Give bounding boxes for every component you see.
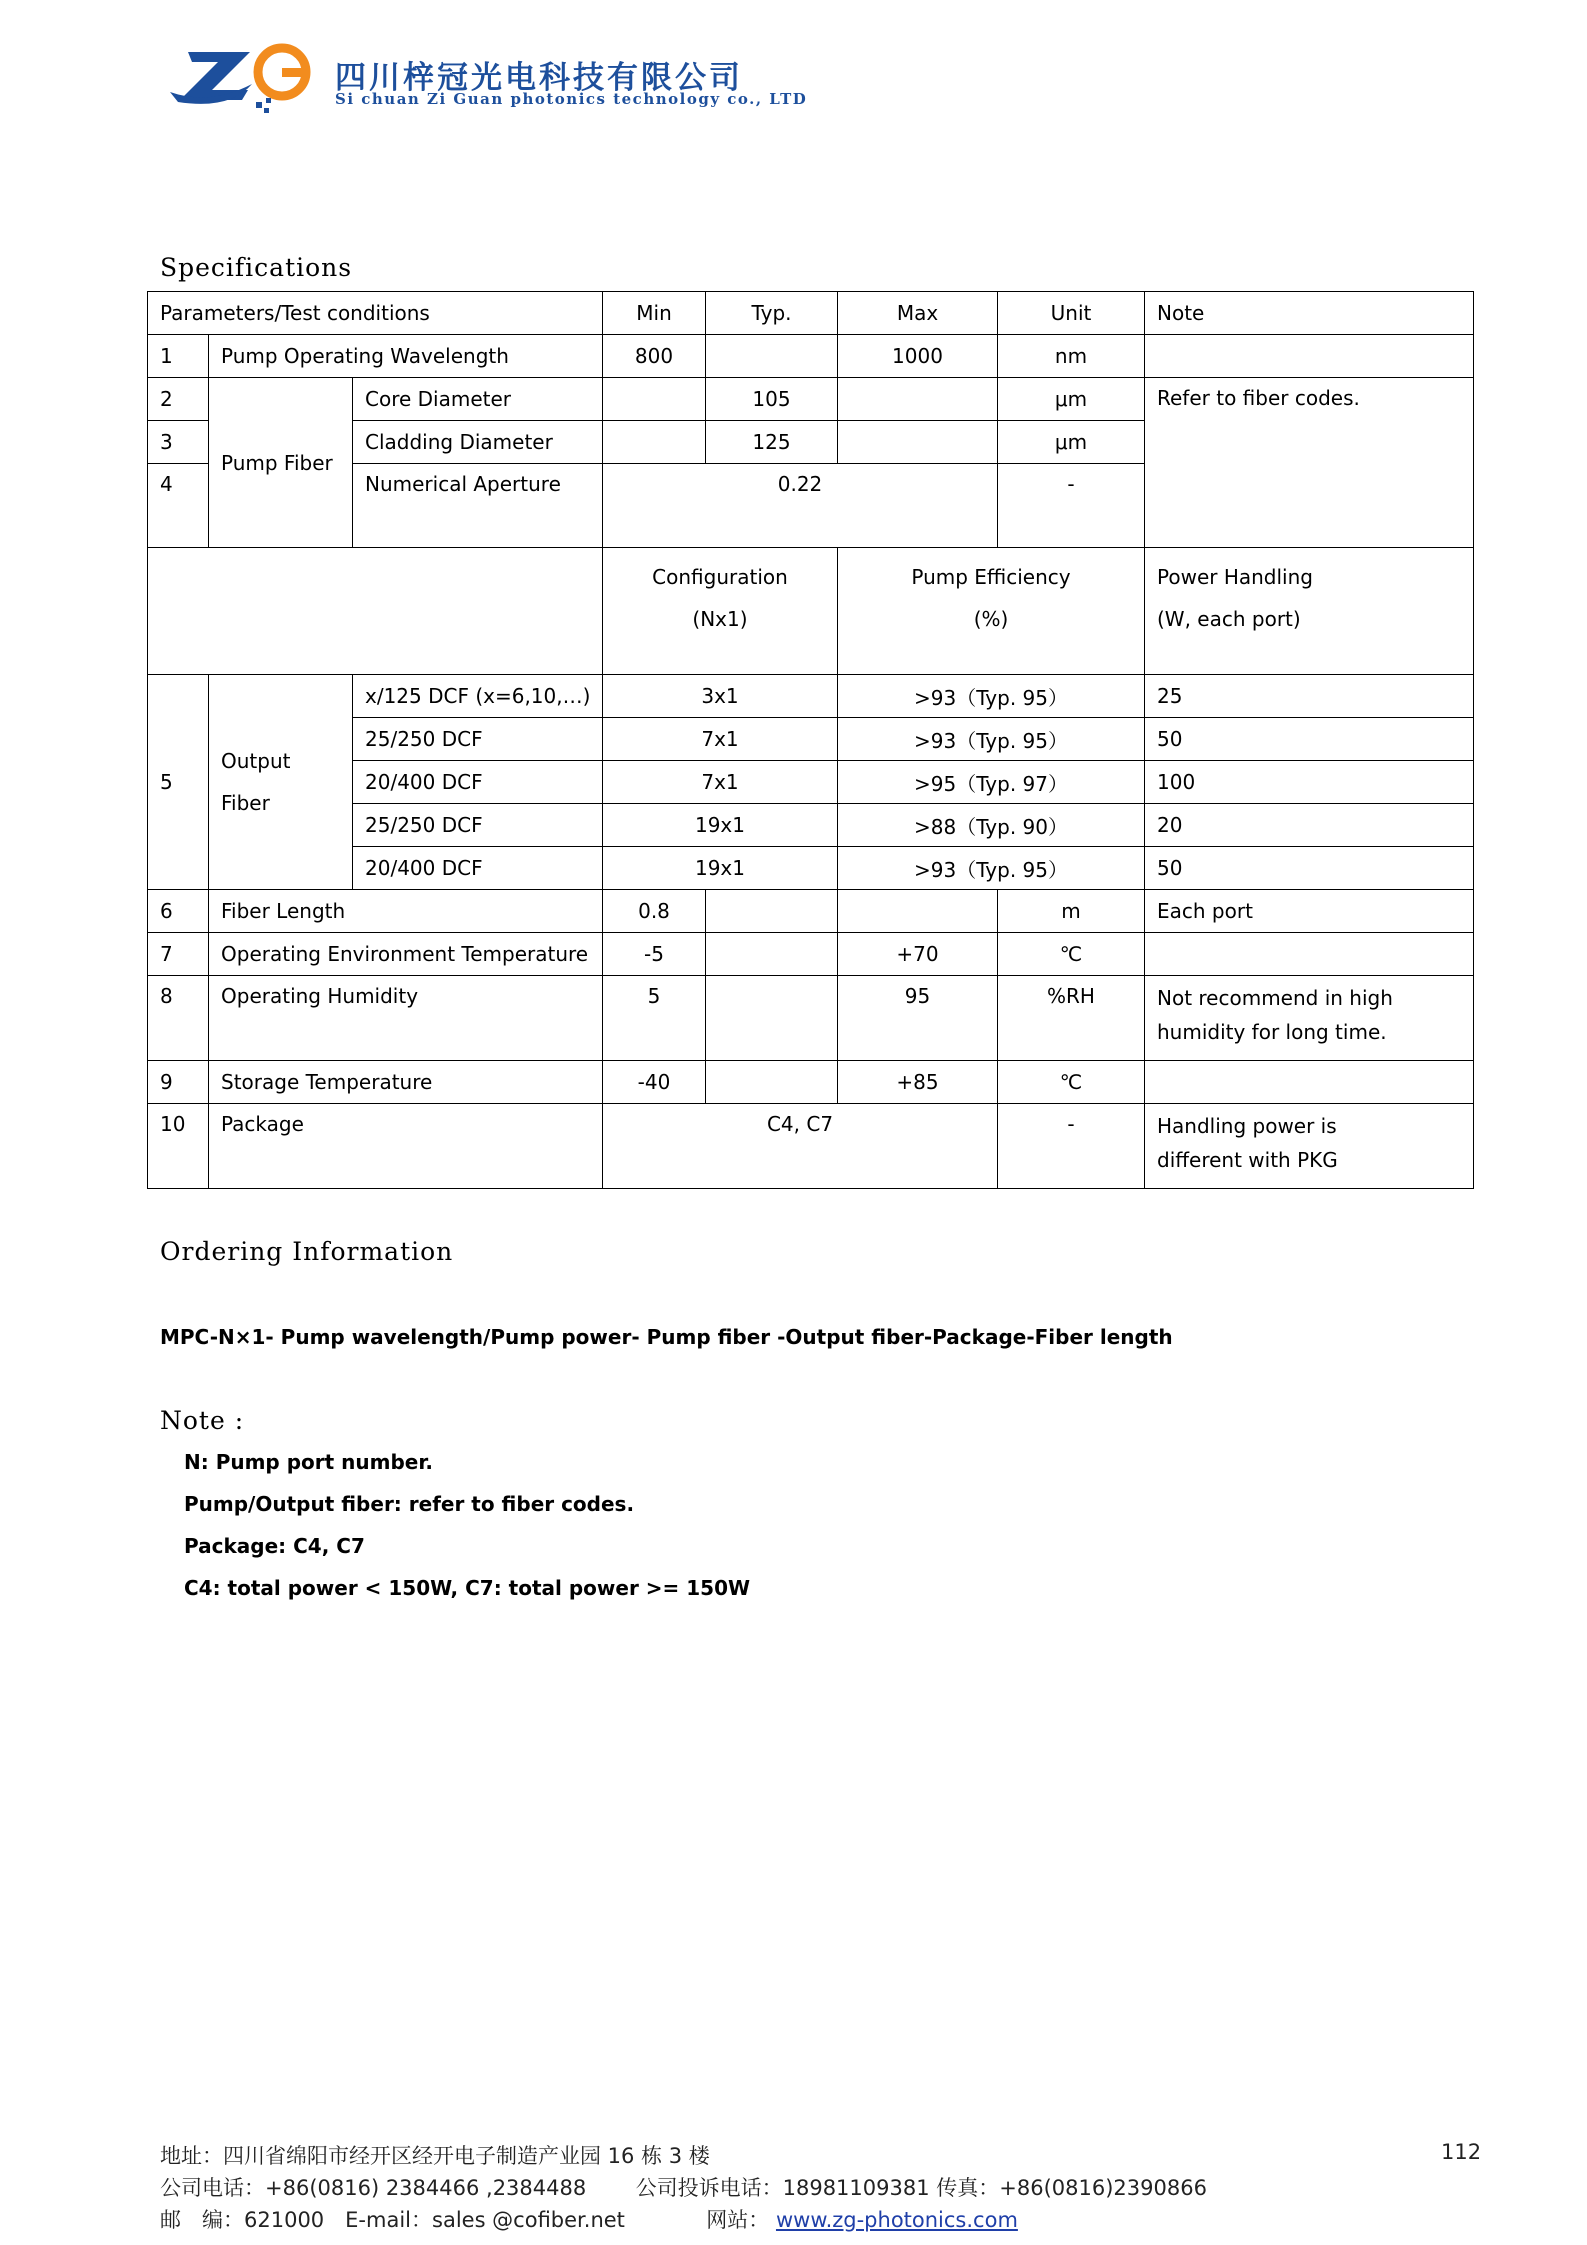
- subheader-power-line1: Power Handling: [1157, 565, 1313, 589]
- output-power: 50: [1145, 847, 1474, 890]
- row-name: Fiber Length: [209, 890, 603, 933]
- row-max: 95: [838, 976, 998, 1061]
- row-max: [838, 378, 998, 421]
- row-max: [838, 421, 998, 464]
- footer-address: 地址：四川省绵阳市经开区经开电子制造产业园 16 栋 3 楼: [160, 2144, 710, 2168]
- row-unit: nm: [998, 335, 1145, 378]
- row-note: [1145, 976, 1474, 1061]
- subheader-configuration: [603, 548, 838, 675]
- row-number: 5: [148, 675, 209, 890]
- row-min: 5: [603, 976, 706, 1061]
- row-name: Operating Humidity: [209, 976, 603, 1061]
- subheader-config-line1: Configuration: [652, 565, 788, 589]
- row-number: 8: [148, 976, 209, 1061]
- subheader-power-line2: (W, each port): [1157, 607, 1301, 631]
- output-power: 20: [1145, 804, 1474, 847]
- output-fiber-type: x/125 DCF (x=6,10,…): [353, 675, 603, 718]
- row-note-line2: different with PKG: [1157, 1148, 1338, 1172]
- row-unit: ℃: [998, 933, 1145, 976]
- subheader-blank: [148, 548, 603, 675]
- row-number: 9: [148, 1061, 209, 1104]
- page-number: 112: [1441, 2140, 1482, 2164]
- row-note-line2: humidity for long time.: [1157, 1020, 1387, 1044]
- output-power: 25: [1145, 675, 1474, 718]
- footer-phone-line: [160, 2172, 1207, 2202]
- header-typ: Typ.: [706, 292, 838, 335]
- row-min: -5: [603, 933, 706, 976]
- table-row: [148, 1104, 1474, 1189]
- row-min: [603, 378, 706, 421]
- subheader-eff-line2: (%): [973, 607, 1009, 631]
- header-params: Parameters/Test conditions: [148, 292, 603, 335]
- row-min: [603, 421, 706, 464]
- row-unit: ℃: [998, 1061, 1145, 1104]
- row-note-line1: Handling power is: [1157, 1114, 1337, 1138]
- header-note: Note: [1145, 292, 1474, 335]
- row-max: [838, 890, 998, 933]
- output-fiber-type: 25/250 DCF: [353, 718, 603, 761]
- row-name: Pump Operating Wavelength: [209, 335, 603, 378]
- ordering-title: Ordering Information: [160, 1237, 454, 1266]
- row-number: 7: [148, 933, 209, 976]
- row-typ: [706, 335, 838, 378]
- note-item: Package: C4, C7: [184, 1534, 365, 1558]
- row-name: Operating Environment Temperature: [209, 933, 603, 976]
- note-title: Note :: [160, 1406, 245, 1435]
- footer-postcode: 邮 编：621000 E-mail：sales @cofiber.net: [160, 2208, 625, 2232]
- output-subheader-row: [148, 548, 1474, 675]
- output-efficiency: >88（Typ. 90）: [838, 804, 1145, 847]
- output-row: [148, 675, 1474, 718]
- specifications-table: [147, 291, 1474, 1189]
- row-name: Storage Temperature: [209, 1061, 603, 1104]
- row-max: +85: [838, 1061, 998, 1104]
- row-number: 6: [148, 890, 209, 933]
- table-row: [148, 933, 1474, 976]
- row-unit: %RH: [998, 976, 1145, 1061]
- output-efficiency: >93（Typ. 95）: [838, 847, 1145, 890]
- table-row: [148, 1061, 1474, 1104]
- table-row: [148, 335, 1474, 378]
- table-row: [148, 976, 1474, 1061]
- row-name: Package: [209, 1104, 603, 1189]
- footer-complaint: 公司投诉电话：18981109381 传真：+86(0816)2390866: [635, 2176, 1207, 2200]
- subheader-config-line2: (Nx1): [692, 607, 748, 631]
- output-fiber-label: [209, 675, 353, 890]
- subheader-eff-line1: Pump Efficiency: [911, 565, 1071, 589]
- ordering-code: MPC-N×1- Pump wavelength/Pump power- Pump fiber -Output fiber-Package-Fiber length: [160, 1325, 1173, 1349]
- output-power: 100: [1145, 761, 1474, 804]
- row-note: Refer to fiber codes.: [1145, 378, 1474, 548]
- row-note: Each port: [1145, 890, 1474, 933]
- row-note: [1145, 335, 1474, 378]
- footer-website-link[interactable]: www.zg-photonics.com: [775, 2208, 1018, 2232]
- row-note: [1145, 1104, 1474, 1189]
- row-typ: [706, 1061, 838, 1104]
- subheader-efficiency: [838, 548, 1145, 675]
- subheader-power: [1145, 548, 1474, 675]
- output-efficiency: >95（Typ. 97）: [838, 761, 1145, 804]
- row-min: 0.8: [603, 890, 706, 933]
- output-efficiency: >93（Typ. 95）: [838, 718, 1145, 761]
- output-config: 3x1: [603, 675, 838, 718]
- table-row: [148, 890, 1474, 933]
- footer-website-label: 网站：: [706, 2208, 770, 2232]
- row-typ: [706, 890, 838, 933]
- header-max: Max: [838, 292, 998, 335]
- row-unit: -: [998, 1104, 1145, 1189]
- output-power: 50: [1145, 718, 1474, 761]
- row-min: -40: [603, 1061, 706, 1104]
- row-note: [1145, 933, 1474, 976]
- row-name: Core Diameter: [353, 378, 603, 421]
- note-item: N: Pump port number.: [184, 1450, 433, 1474]
- note-item: C4: total power < 150W, C7: total power >= 150W: [184, 1576, 751, 1600]
- output-fiber-type: 20/400 DCF: [353, 761, 603, 804]
- row-max: 1000: [838, 335, 998, 378]
- row-unit: μm: [998, 421, 1145, 464]
- row-typ: [706, 933, 838, 976]
- output-config: 7x1: [603, 718, 838, 761]
- output-config: 7x1: [603, 761, 838, 804]
- table-header-row: [148, 292, 1474, 335]
- company-name-en: Si chuan Zi Guan photonics technology co., LTD: [335, 90, 808, 108]
- output-config: 19x1: [603, 804, 838, 847]
- output-fiber-type: 25/250 DCF: [353, 804, 603, 847]
- output-config: 19x1: [603, 847, 838, 890]
- row-typ: [706, 976, 838, 1061]
- note-item: Pump/Output fiber: refer to fiber codes.: [184, 1492, 635, 1516]
- table-row: [148, 378, 1474, 421]
- row-min: 800: [603, 335, 706, 378]
- header-min: Min: [603, 292, 706, 335]
- pump-fiber-label: Pump Fiber: [209, 378, 353, 548]
- row-number: 4: [148, 464, 209, 548]
- specifications-title: Specifications: [160, 253, 353, 282]
- header-unit: Unit: [998, 292, 1145, 335]
- row-number: 3: [148, 421, 209, 464]
- row-unit: μm: [998, 378, 1145, 421]
- footer-contact-line: [160, 2204, 1018, 2234]
- row-unit: m: [998, 890, 1145, 933]
- company-name-cn: 四川梓冠光电科技有限公司: [335, 60, 743, 96]
- row-note-line1: Not recommend in high: [1157, 986, 1393, 1010]
- row-number: 1: [148, 335, 209, 378]
- row-unit: -: [998, 464, 1145, 548]
- footer-phone: 公司电话：+86(0816) 2384466 ,2384488: [160, 2176, 587, 2200]
- row-note: [1145, 1061, 1474, 1104]
- row-name: Numerical Aperture: [353, 464, 603, 548]
- row-value: 0.22: [603, 464, 998, 548]
- row-name: Cladding Diameter: [353, 421, 603, 464]
- output-efficiency: >93（Typ. 95）: [838, 675, 1145, 718]
- output-fiber-line1: Output: [221, 749, 291, 773]
- row-max: +70: [838, 933, 998, 976]
- company-logo: [170, 40, 320, 120]
- row-number: 10: [148, 1104, 209, 1189]
- row-typ: 105: [706, 378, 838, 421]
- row-value: C4, C7: [603, 1104, 998, 1189]
- row-number: 2: [148, 378, 209, 421]
- output-fiber-line2: Fiber: [221, 791, 270, 815]
- row-typ: 125: [706, 421, 838, 464]
- page-header: [170, 40, 870, 120]
- output-fiber-type: 20/400 DCF: [353, 847, 603, 890]
